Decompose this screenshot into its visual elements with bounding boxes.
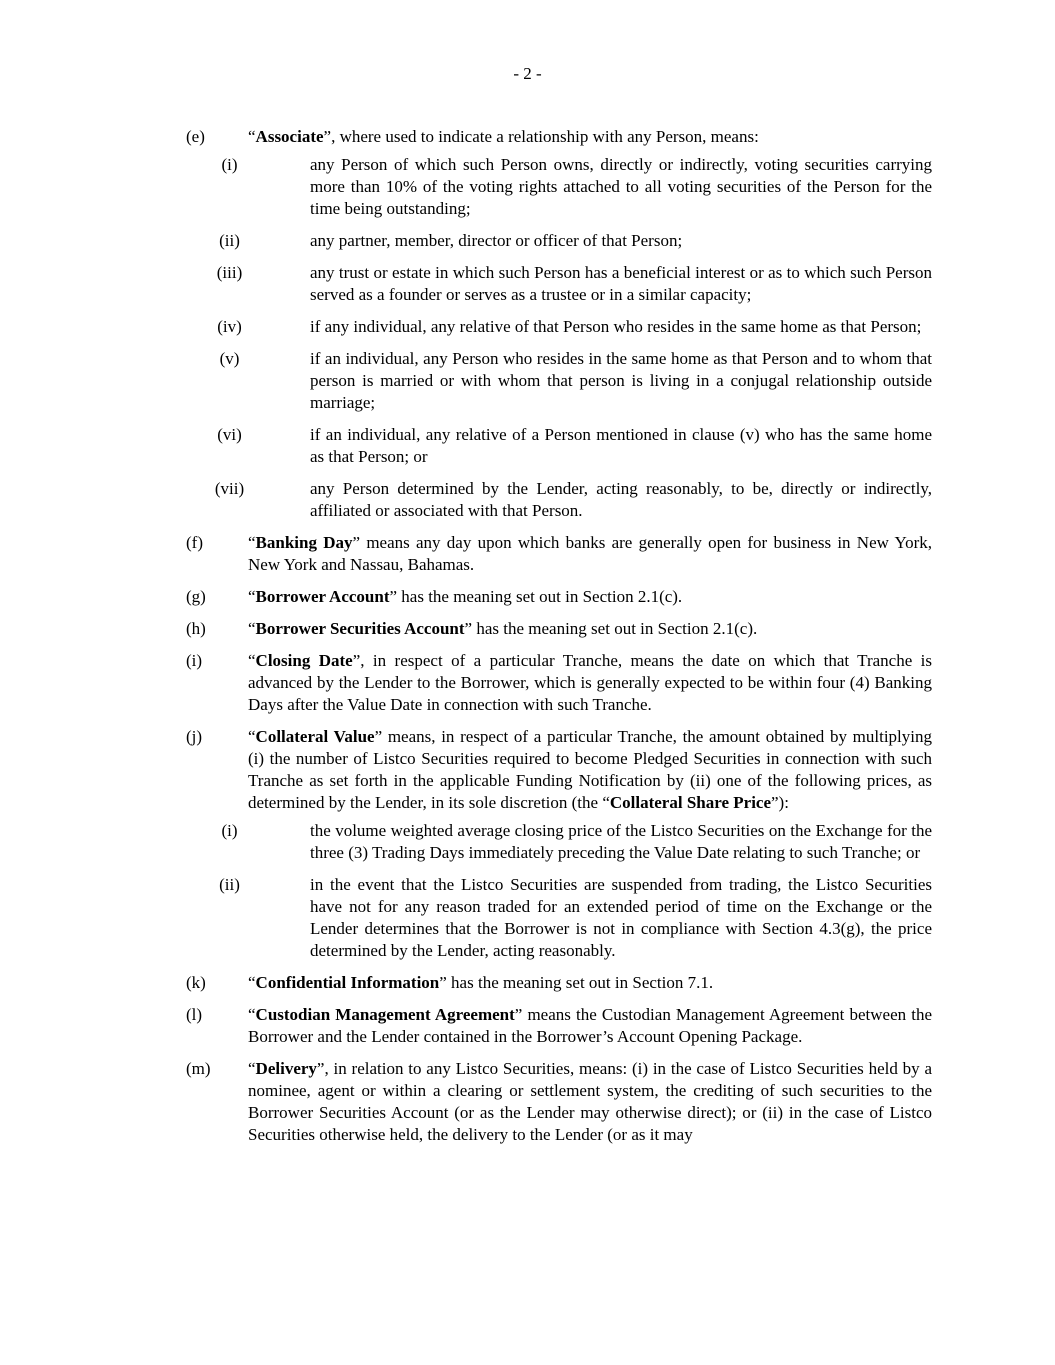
subitem-text: if an individual, any relative of a Person mentioned in clause (v) who has the same home as that Person; or [310,425,932,466]
defined-term: Borrower Account [255,587,390,606]
open-quote: “ [248,727,256,746]
open-quote: “ [248,587,256,606]
definition-text: ”, in relation to any Listco Securities, means: (i) in the case of Listco Securities held by a nominee, agent or within a clearing or settlement system, the crediting of such securities to the Borrower Securities Account (or as the Lender may otherwise direct); or (ii) in the case of Listco Securities otherwise held, the delivery to the Lender (or as it may [248,1059,932,1144]
defined-term: Collateral Value [255,727,375,746]
defined-term-secondary: Collateral Share Price [609,793,772,812]
item-label: (h) [186,619,206,638]
definition-item [186,586,932,608]
subitem-text: any trust or estate in which such Person has a beneficial interest or as to which such Person served as a founder or serves as a trustee or in a similar capacity; [310,263,932,304]
subitem-text: any Person of which such Person owns, directly or indirectly, voting securities carrying more than 10% of the voting rights attached to all voting securities of the Person for the time being outstanding; [310,155,932,218]
defined-term: Closing Date [255,651,353,670]
definition-item [186,618,932,640]
subitem-text: if any individual, any relative of that Person who resides in the same home as that Person; [310,317,922,336]
definitions-list [186,126,932,1156]
definition-item [186,650,932,716]
item-label: (f) [186,533,203,552]
open-quote: “ [248,973,256,992]
subitem-label: (iii) [216,263,243,282]
subitem-text: if an individual, any Person who resides in the same home as that Person and to whom that person is married or with whom that person is living in a conjugal relationship outside marriage; [310,349,932,412]
definition-item [186,532,932,576]
definition-item [186,126,932,522]
definition-text-end: ”): [771,793,789,812]
item-label: (k) [186,973,206,992]
definition-text: ” has the meaning set out in Section 2.1(c). [389,587,683,606]
subitem-label: (iv) [217,317,242,336]
open-quote: “ [248,1059,256,1078]
subitem-label: (v) [219,349,240,368]
definition-text: ”, in respect of a particular Tranche, means the date on which that Tranche is advanced by the Lender to the Borrower, which is generally expected to be within four (4) Banking Days after the Value Date in connection with such Tranche. [248,651,933,714]
subitem-label: (i) [221,821,238,840]
subitem-label: (ii) [219,231,240,250]
subitem-label: (vi) [217,425,242,444]
definition-item [186,1004,932,1048]
definition-text: ” means the Custodian Management Agreement between the Borrower and the Lender contained in the Borrower’s Account Opening Package. [248,1005,933,1046]
open-quote: “ [248,651,256,670]
open-quote: “ [248,619,256,638]
open-quote: “ [248,127,256,146]
defined-term: Banking Day [255,533,353,552]
defined-term: Associate [255,127,324,146]
item-label: (g) [186,587,206,606]
subitem-text: in the event that the Listco Securities are suspended from trading, the Listco Securities have not for any reason traded for an extended period of time on the Exchange or the Lender determines that the Borrower is not in compliance with Section 4.3(g), the price determined by the Lender, acting reasonably. [310,875,932,960]
item-label: (l) [186,1005,203,1024]
subitem-text: any partner, member, director or officer of that Person; [310,231,683,250]
definition-text: ” has the meaning set out in Section 7.1. [439,973,714,992]
item-label: (m) [186,1059,211,1078]
subitem-label: (ii) [219,875,240,894]
item-label: (j) [186,727,203,746]
definition-item [186,1058,932,1146]
defined-term: Delivery [255,1059,317,1078]
defined-term: Confidential Information [255,973,440,992]
subitem-label: (vii) [214,479,245,498]
defined-term: Borrower Securities Account [255,619,465,638]
subitem-text: the volume weighted average closing price of the Listco Securities on the Exchange for the three (3) Trading Days immediately preceding the Value Date relating to such Tranche; or [310,821,932,862]
item-label: (e) [186,127,205,146]
definition-text: ”, where used to indicate a relationship with any Person, means: [323,127,759,146]
open-quote: “ [248,1005,256,1024]
subitem-label: (i) [221,155,238,174]
open-quote: “ [248,533,256,552]
page-number: - 2 - [513,64,542,83]
definition-item [186,972,932,994]
definition-text: ” means any day upon which banks are generally open for business in New York, New York and Nassau, Bahamas. [248,533,933,574]
definition-item [186,726,932,962]
definition-text: ” means, in respect of a particular Tranche, the amount obtained by multiplying (i) the number of Listco Securities required to become Pledged Securities in connection with such Tranche as set forth in the applicable Funding Notification by (ii) one of the following prices, as determined by the Lender, in its sole discretion (the “ [248,727,932,812]
item-label: (i) [186,651,203,670]
definition-text: ” has the meaning set out in Section 2.1(c). [464,619,758,638]
defined-term: Custodian Management Agreement [255,1005,515,1024]
subitem-text: any Person determined by the Lender, acting reasonably, to be, directly or indirectly, affiliated or associated with that Person. [310,479,932,520]
